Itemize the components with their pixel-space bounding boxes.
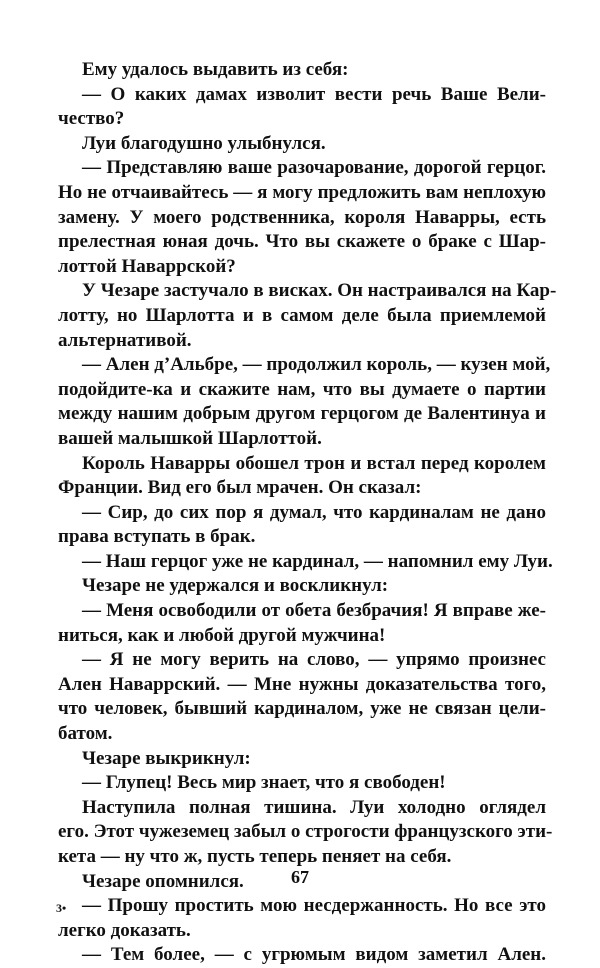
text-line: чество? bbox=[58, 108, 125, 130]
text-line: лотту, но Шарлотта и в самом деле была приемлемой bbox=[58, 304, 546, 326]
text-line: Франции. Вид его был мрачен. Он сказал: bbox=[58, 477, 422, 499]
text-line: — Я не могу верить на слово, — упрямо произнес bbox=[82, 649, 546, 671]
text-line: прелестная юная дочь. Что вы скажете о браке с Шар- bbox=[58, 231, 546, 253]
text-line: Наступила полная тишина. Луи холодно оглядел bbox=[82, 796, 546, 818]
text-line: Чезаре выкрикнул: bbox=[82, 747, 251, 769]
text-line: кета — ну что ж, пусть теперь пеняет на себя. bbox=[58, 846, 452, 867]
text-line: ниться, как и любой другой мужчина! bbox=[58, 624, 386, 646]
text-line: замену. У моего родственника, короля Наварры, есть bbox=[58, 206, 546, 228]
text-line: лоттой Наваррской? bbox=[58, 255, 236, 277]
text-line: Чезаре опомнился. bbox=[82, 870, 244, 892]
text-line: права вступать в брак. bbox=[58, 526, 256, 548]
text-line: Ему удалось выдавить из себя: bbox=[82, 59, 349, 80]
text-line: что человек, бывший кардиналом, уже не связан цели- bbox=[58, 698, 546, 720]
text-line: Чезаре не удержался и воскликнул: bbox=[82, 575, 389, 597]
text-line: У Чезаре застучало в висках. Он настраивался на Кар- bbox=[82, 280, 557, 302]
signature-mark: 3• bbox=[56, 901, 67, 915]
text-line: — Ален д’Альбре, — продолжил король, — кузен мой, bbox=[82, 354, 551, 376]
text-line: альтернативой. bbox=[58, 329, 192, 351]
text-line: Ален Наваррский. — Мне нужны доказательства того, bbox=[58, 673, 546, 695]
text-line: — Представляю ваше разочарование, дорогой герцог. bbox=[82, 157, 546, 179]
text-line: вашей малышкой Шарлоттой. bbox=[58, 427, 322, 449]
text-line: его. Этот чужеземец забыл о строгости французского эти- bbox=[58, 821, 553, 843]
book-page-text bbox=[58, 58, 557, 968]
text-line: — Наш герцог уже не кардинал, — напомнил ему Луи. bbox=[82, 550, 553, 572]
text-line: — Тем более, — с угрюмым видом заметил Ален. bbox=[82, 944, 546, 966]
text-line: Луи благодушно улыбнулся. bbox=[82, 132, 326, 154]
text-line: — О каких дамах изволит вести речь Ваше Вели- bbox=[82, 83, 546, 105]
page-number: 67 bbox=[291, 867, 309, 887]
text-line: — Прошу простить мою несдержанность. Но все это bbox=[82, 895, 546, 917]
text-line: между нашим добрым другом герцогом де Валентинуа и bbox=[58, 403, 546, 425]
text-line: — Меня освободили от обета безбрачия! Я вправе же- bbox=[82, 600, 546, 622]
text-line: — Сир, до сих пор я думал, что кардиналам не дано bbox=[82, 501, 546, 523]
text-line: батом. bbox=[58, 723, 113, 745]
text-line: Король Наварры обошел трон и встал перед королем bbox=[82, 452, 546, 474]
text-line: легко доказать. bbox=[58, 919, 191, 941]
text-line: подойдите-ка и скажите нам, что вы думаете о партии bbox=[58, 378, 546, 400]
text-line: Но не отчаивайтесь — я могу предложить вам неплохую bbox=[58, 181, 546, 203]
text-line: — Глупец! Весь мир знает, что я свободен! bbox=[82, 772, 446, 794]
